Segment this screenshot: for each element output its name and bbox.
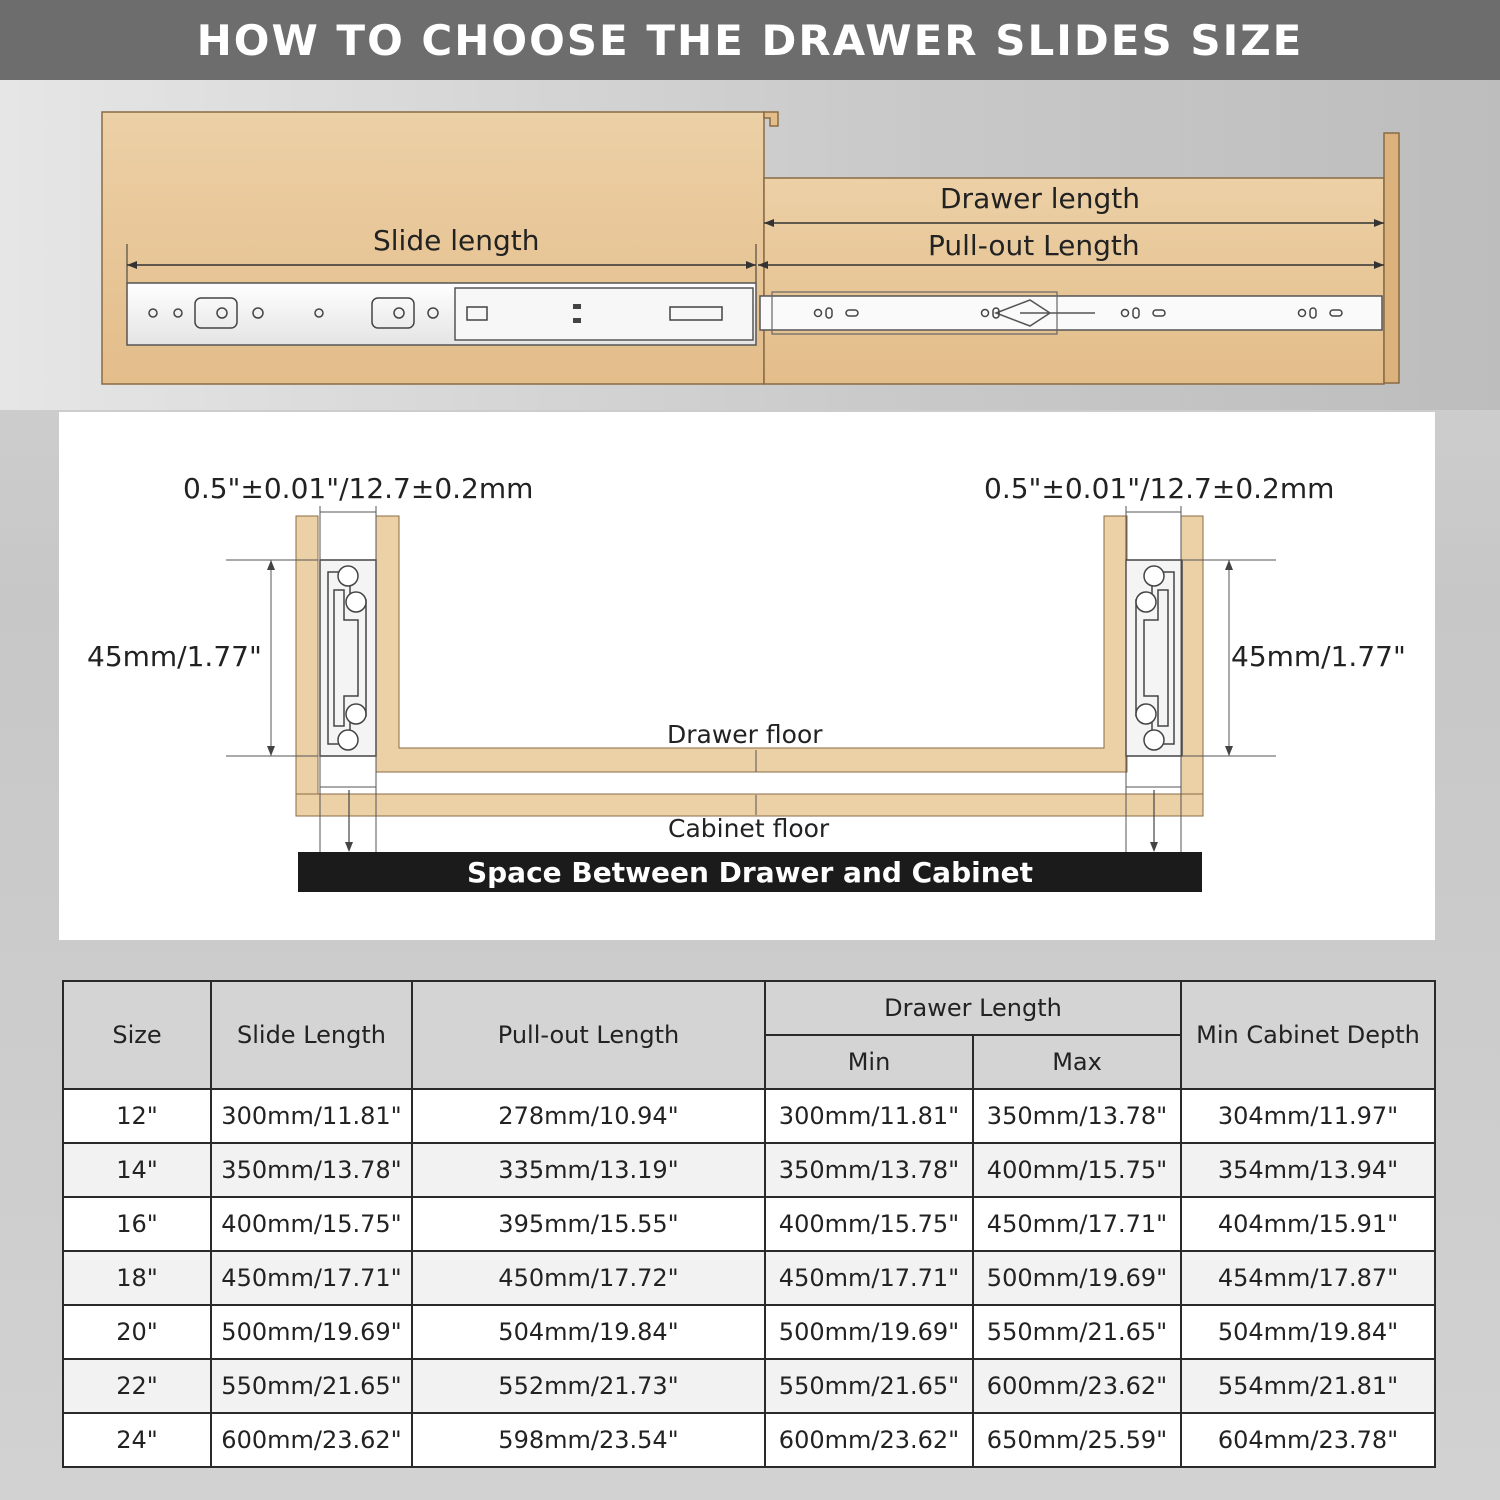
table-row [63, 1413, 1435, 1467]
slide-length-label: Slide length [373, 224, 540, 257]
cell-drawer-min: 550mm/21.65" [765, 1359, 973, 1413]
cell-drawer-max: 600mm/23.62" [973, 1359, 1181, 1413]
table-row [63, 1143, 1435, 1197]
slide-length-diagram [0, 80, 1500, 410]
drawer-front [1384, 133, 1399, 383]
cell-size: 18" [63, 1251, 211, 1305]
cell-min-cabinet-depth: 304mm/11.97" [1181, 1089, 1435, 1143]
cell-drawer-min: 450mm/17.71" [765, 1251, 973, 1305]
cell-pull-out-length: 504mm/19.84" [412, 1305, 765, 1359]
header-slide-length: Slide Length [211, 981, 412, 1089]
cell-drawer-max: 400mm/15.75" [973, 1143, 1181, 1197]
page-title: HOW TO CHOOSE THE DRAWER SLIDES SIZE [0, 0, 1500, 80]
cell-size: 14" [63, 1143, 211, 1197]
cell-size: 24" [63, 1413, 211, 1467]
cabinet-floor-board [296, 794, 1203, 816]
drawer-length-label: Drawer length [940, 182, 1141, 215]
cell-drawer-min: 600mm/23.62" [765, 1413, 973, 1467]
cell-size: 16" [63, 1197, 211, 1251]
drawer-floor-label: Drawer floor [667, 720, 823, 749]
cell-drawer-max: 450mm/17.71" [973, 1197, 1181, 1251]
cell-slide-length: 550mm/21.65" [211, 1359, 412, 1413]
space-between-banner: Space Between Drawer and Cabinet [298, 852, 1202, 892]
cell-min-cabinet-depth: 604mm/23.78" [1181, 1413, 1435, 1467]
cell-drawer-min: 500mm/19.69" [765, 1305, 973, 1359]
table-row [63, 1197, 1435, 1251]
cell-pull-out-length: 335mm/13.19" [412, 1143, 765, 1197]
cabinet-lip [764, 112, 778, 126]
size-table [62, 980, 1434, 1468]
header-min-cabinet-depth: Min Cabinet Depth [1181, 981, 1435, 1089]
header-size: Size [63, 981, 211, 1089]
table-row [63, 1089, 1435, 1143]
cell-pull-out-length: 278mm/10.94" [412, 1089, 765, 1143]
cell-pull-out-length: 395mm/15.55" [412, 1197, 765, 1251]
cell-drawer-max: 550mm/21.65" [973, 1305, 1181, 1359]
height-left-label: 45mm/1.77" [87, 640, 262, 673]
cell-slide-length: 350mm/13.78" [211, 1143, 412, 1197]
cell-drawer-max: 500mm/19.69" [973, 1251, 1181, 1305]
height-right-label: 45mm/1.77" [1231, 640, 1406, 673]
cell-drawer-max: 350mm/13.78" [973, 1089, 1181, 1143]
cell-min-cabinet-depth: 454mm/17.87" [1181, 1251, 1435, 1305]
cell-size: 22" [63, 1359, 211, 1413]
table-row [63, 1305, 1435, 1359]
table-row [63, 1359, 1435, 1413]
cell-drawer-min: 300mm/11.81" [765, 1089, 973, 1143]
header-max: Max [973, 1035, 1181, 1089]
cell-size: 12" [63, 1089, 211, 1143]
cell-min-cabinet-depth: 354mm/13.94" [1181, 1143, 1435, 1197]
cell-slide-length: 500mm/19.69" [211, 1305, 412, 1359]
cabinet-wall-left [296, 516, 318, 816]
gap-right-label: 0.5"±0.01"/12.7±0.2mm [984, 472, 1335, 505]
pull-out-length-label: Pull-out Length [928, 229, 1140, 262]
header-min: Min [765, 1035, 973, 1089]
cell-pull-out-length: 598mm/23.54" [412, 1413, 765, 1467]
cell-min-cabinet-depth: 554mm/21.81" [1181, 1359, 1435, 1413]
header-pull-out-length: Pull-out Length [412, 981, 765, 1089]
cell-slide-length: 600mm/23.62" [211, 1413, 412, 1467]
cell-slide-length: 400mm/15.75" [211, 1197, 412, 1251]
cell-pull-out-length: 552mm/21.73" [412, 1359, 765, 1413]
cell-min-cabinet-depth: 404mm/15.91" [1181, 1197, 1435, 1251]
cell-pull-out-length: 450mm/17.72" [412, 1251, 765, 1305]
cell-slide-length: 300mm/11.81" [211, 1089, 412, 1143]
gap-left-label: 0.5"±0.01"/12.7±0.2mm [183, 472, 534, 505]
cabinet-floor-label: Cabinet floor [668, 814, 830, 843]
cell-drawer-min: 350mm/13.78" [765, 1143, 973, 1197]
header-drawer-length: Drawer Length [765, 981, 1181, 1035]
table-row [63, 1251, 1435, 1305]
cell-drawer-max: 650mm/25.59" [973, 1413, 1181, 1467]
cell-slide-length: 450mm/17.71" [211, 1251, 412, 1305]
cell-drawer-min: 400mm/15.75" [765, 1197, 973, 1251]
cell-min-cabinet-depth: 504mm/19.84" [1181, 1305, 1435, 1359]
cell-size: 20" [63, 1305, 211, 1359]
cabinet-wall-right [1181, 516, 1203, 816]
